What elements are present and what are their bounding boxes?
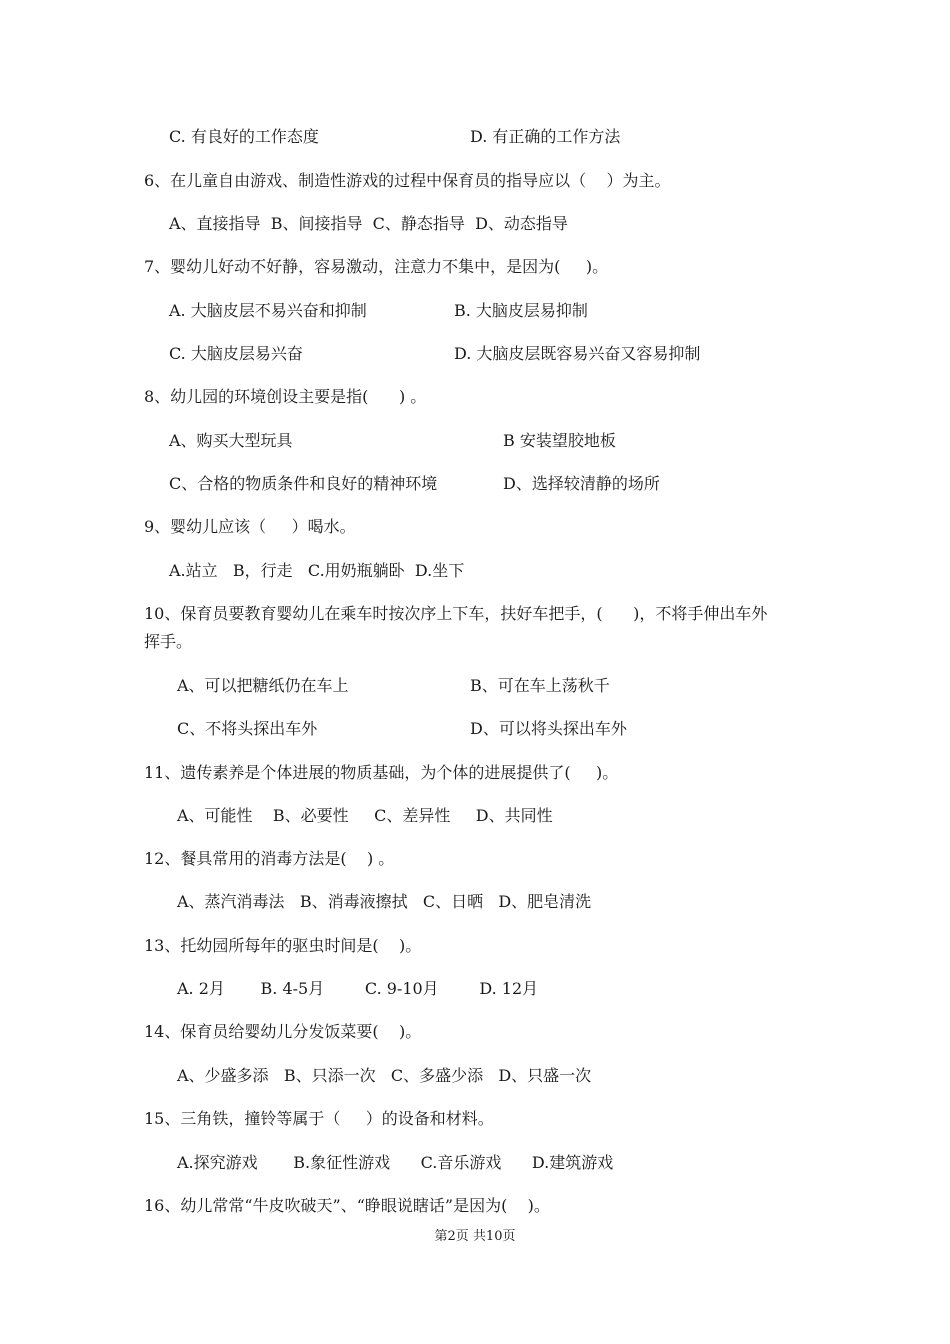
- q15-options: A.探究游戏 B.象征性游戏 C.音乐游戏 D.建筑游戏: [177, 1153, 614, 1172]
- q8-option-a: A、购买大型玩具: [169, 431, 293, 450]
- q7-option-c: C. 大脑皮层易兴奋: [169, 344, 303, 363]
- q7-option-b: B. 大脑皮层易抑制: [454, 301, 588, 320]
- q10-option-b: B、可在车上荡秋千: [470, 676, 610, 695]
- question-10: 10、保育员要教育婴幼儿在乘车时按次序上下车，扶好车把手，( )，不将手伸出车外: [144, 604, 768, 623]
- q6-options: A、直接指导 B、间接指导 C、静态指导 D、动态指导: [169, 214, 568, 233]
- question-14: 14、保育员给婴幼儿分发饭菜要( )。: [144, 1022, 422, 1041]
- question-11: 11、遗传素养是个体进展的物质基础，为个体的进展提供了( )。: [144, 763, 619, 782]
- q14-options: A、少盛多添 B、只添一次 C、多盛少添 D、只盛一次: [177, 1066, 592, 1085]
- q8-option-d: D、选择较清静的场所: [503, 474, 660, 493]
- q9-options: A.站立 B，行走 C.用奶瓶躺卧 D.坐下: [169, 561, 465, 580]
- q11-options: A、可能性 B、必要性 C、差异性 D、共同性: [177, 806, 553, 825]
- q8-option-b: B 安装望胶地板: [503, 431, 616, 450]
- page-footer: 第2页 共10页: [434, 1229, 516, 1244]
- q7-option-a: A. 大脑皮层不易兴奋和抑制: [169, 301, 367, 320]
- q7-option-d: D. 大脑皮层既容易兴奋又容易抑制: [454, 344, 701, 363]
- question-16: 16、幼儿常常“牛皮吹破天”、“睁眼说瞎话”是因为( )。: [144, 1196, 550, 1215]
- q10-option-c: C、不将头探出车外: [177, 719, 318, 738]
- q8-option-c: C、合格的物质条件和良好的精神环境: [169, 474, 438, 493]
- q10-option-d: D、可以将头探出车外: [470, 719, 627, 738]
- question-9: 9、婴幼儿应该（ ）喝水。: [144, 517, 356, 536]
- question-8: 8、幼儿园的环境创设主要是指( ) 。: [144, 387, 427, 406]
- q13-options: A. 2月 B. 4-5月 C. 9-10月 D. 12月: [177, 979, 539, 998]
- question-6: 6、在儿童自由游戏、制造性游戏的过程中保育员的指导应以（ ）为主。: [144, 171, 671, 190]
- question-12: 12、餐具常用的消毒方法是( ) 。: [144, 849, 395, 868]
- question-10-continued: 挥手。: [144, 632, 193, 651]
- question-7: 7、婴幼儿好动不好静，容易激动，注意力不集中，是因为( )。: [144, 257, 609, 276]
- q5-option-d: D. 有正确的工作方法: [470, 127, 621, 146]
- question-15: 15、三角铁，撞铃等属于（ ）的设备和材料。: [144, 1109, 494, 1128]
- q5-option-c: C. 有良好的工作态度: [169, 127, 319, 146]
- q12-options: A、蒸汽消毒法 B、消毒液擦拭 C、日晒 D、肥皂清洗: [177, 892, 592, 911]
- q10-option-a: A、可以把糖纸仍在车上: [177, 676, 349, 695]
- question-13: 13、托幼园所每年的驱虫时间是( )。: [144, 936, 422, 955]
